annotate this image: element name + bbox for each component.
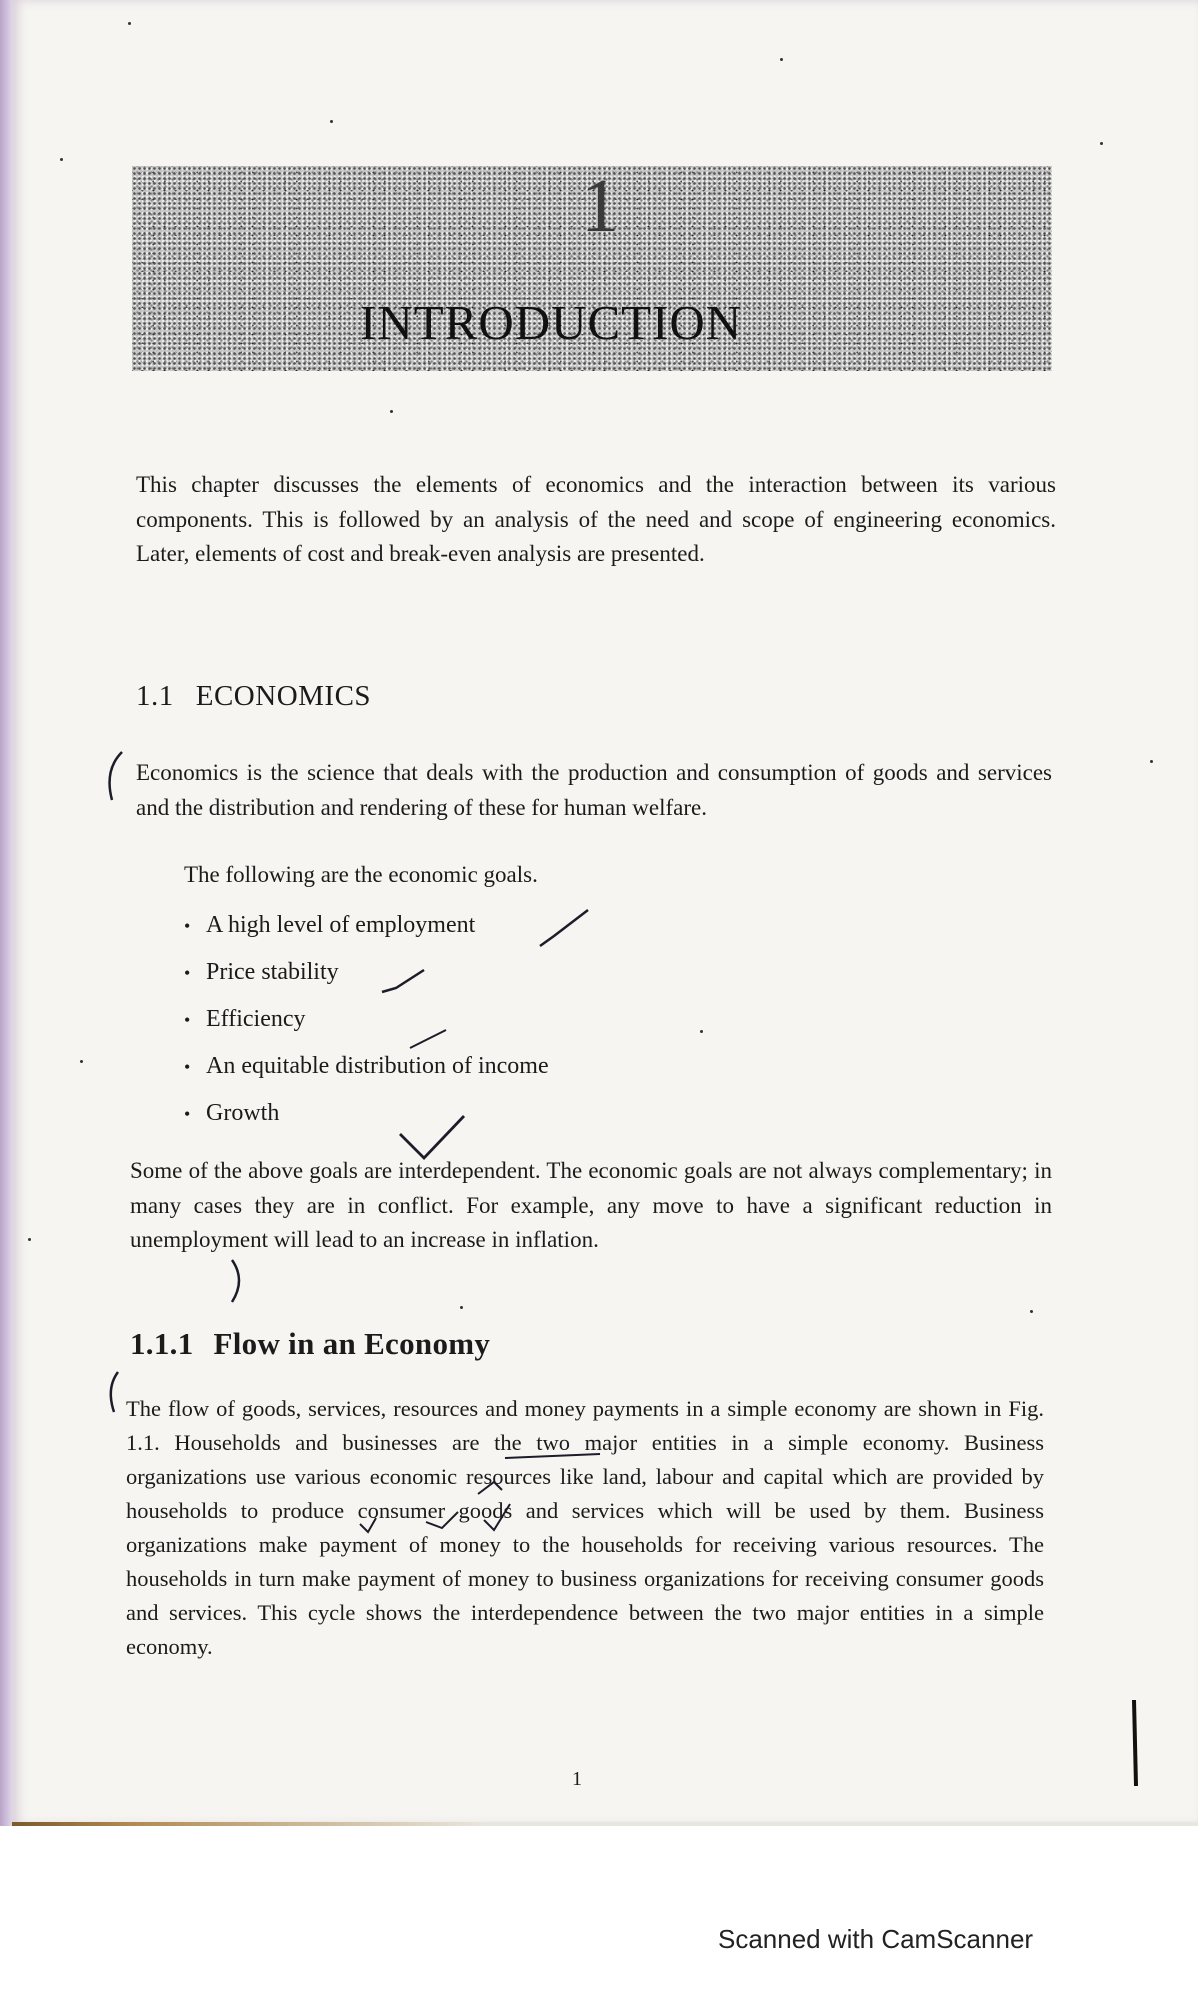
section-title: ECONOMICS <box>195 680 372 712</box>
section-heading <box>136 680 371 713</box>
scan-speck <box>1150 760 1153 763</box>
scan-speck <box>700 1030 703 1033</box>
economics-definition: Economics is the science that deals with the production and consumption of goods and services and the distribution and rendering of these for human welfare. <box>136 760 1052 820</box>
goal-text: Growth <box>206 1100 280 1126</box>
goal-text: A high level of employment <box>206 912 476 938</box>
list-item <box>184 957 549 1004</box>
bullet-icon: • <box>184 1104 191 1124</box>
scan-speck <box>330 120 333 123</box>
bullet-icon: • <box>184 963 191 983</box>
bullet-icon: • <box>184 916 191 936</box>
bullet-icon: • <box>184 1057 191 1077</box>
goal-text: Price stability <box>206 959 339 985</box>
scan-speck <box>80 1060 83 1063</box>
subsection-number: 1.1.1 <box>130 1326 194 1361</box>
goal-text: Efficiency <box>206 1006 306 1032</box>
scan-speck <box>28 1238 31 1241</box>
economic-goals-list <box>184 910 549 1145</box>
scan-speck <box>128 22 131 25</box>
intro-paragraph: This chapter discusses the elements of economics and the interaction between its various components. This is followed by an analysis of the need and scope of engineering economics. Later, elements of cost and break-even analysis are presented. <box>136 472 1056 566</box>
scan-speck <box>780 58 783 61</box>
page-bottom-edge <box>12 1822 1198 1826</box>
scan-speck <box>60 158 63 161</box>
scan-speck <box>460 1306 463 1309</box>
section-number: 1.1 <box>136 680 174 712</box>
list-item <box>184 1098 549 1145</box>
scan-speck <box>1100 142 1103 145</box>
goal-text: An equitable distribution of income <box>206 1053 549 1079</box>
scan-speck <box>390 410 393 413</box>
list-item <box>184 1004 549 1051</box>
flow-paragraph: The flow of goods, services, resources and money payments in a simple economy are shown in Fig. 1.1. Households and businesses are the two major entities in a simple economy. Business organizations use various economic resources like land, labour and capital which are provided by households to produce consumer goods and services which will be used by them. Business organizations make payment of money to the households for receiving various resources. The households in turn make payment of money to business organizations for receiving consumer goods and services. This cycle shows the interdependence between the two major entities in a simple economy. <box>126 1396 1044 1659</box>
chapter-title: INTRODUCTION <box>360 295 743 350</box>
camscanner-watermark: Scanned with CamScanner <box>718 1924 1034 1954</box>
page-number: 1 <box>572 1768 582 1790</box>
bullet-icon: • <box>184 1010 191 1030</box>
goals-lead: The following are the economic goals. <box>184 862 538 887</box>
list-item <box>184 1051 549 1098</box>
list-item <box>184 910 549 957</box>
subsection-heading <box>130 1326 490 1362</box>
subsection-title: Flow in an Economy <box>213 1326 491 1361</box>
scan-speck <box>1030 1310 1033 1313</box>
chapter-number: 1 <box>581 164 619 248</box>
goals-interdependence-paragraph: Some of the above goals are interdependent. The economic goals are not always complementary; in many cases they are in conflict. For example, any move to have a significant reduction in unemployment will lead to an increase in inflation. <box>130 1158 1052 1252</box>
